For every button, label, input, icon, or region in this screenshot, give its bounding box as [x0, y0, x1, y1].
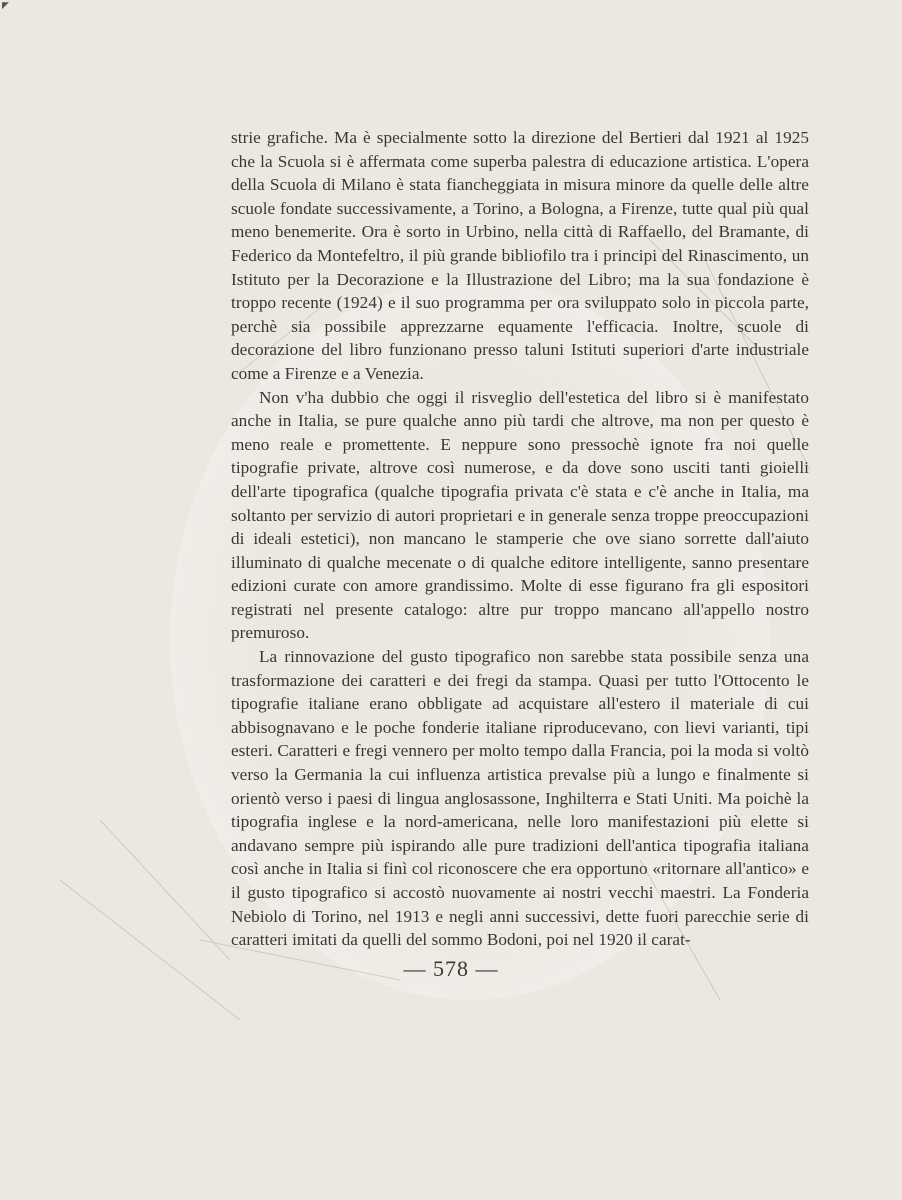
corner-mark: ◤: [2, 0, 9, 10]
crease-line: [100, 820, 230, 960]
crease-line: [60, 880, 240, 1020]
page-number: — 578 —: [403, 956, 499, 981]
body-text: [231, 126, 809, 952]
paragraph-3: La rinnovazione del gusto tipografico non sarebbe stata possibile senza una trasformazione dei caratteri e dei fregi da stampa. Quasi per tutto l'Ottocento le tipografie italiane erano obbligate ad acquistare all'estero il materiale di cui abbisognavano e le poche fonderie italiane riproducevano, con lievi varianti, tipi esteri. Caratteri e fregi vennero per molto tempo dalla Francia, poi la moda si voltò verso la Germania la cui influenza artistica prevalse più a lungo e finalmente si orientò verso i paesi di lingua anglosassone, Inghilterra e Stati Uniti. Ma poichè la tipografia inglese e la nord-americana, nelle loro manifestazioni più elette si andavano sempre più ispirando alle pure tradizioni dell'antica tipografia italiana così anche in Italia si finì col riconoscere che era opportuno «ritornare all'antico» e il gusto tipografico si accostò nuovamente ai nostri vecchi maestri. La Fonderia Nebiolo di Torino, nel 1913 e negli anni successivi, dette fuori parecchie serie di caratteri imitati da quelli del sommo Bodoni, poi nel 1920 il carat-: [231, 647, 809, 950]
paragraph-2: Non v'ha dubbio che oggi il risveglio dell'estetica del libro si è manifestato anche in Italia, se pure qualche anno più tardi che altrove, ma non per questo è meno reale e promettente. E neppure sono pressochè ignote fra noi quelle tipografie private, altrove così numerose, e da dove sono usciti tanti gioielli dell'arte tipografica (qualche tipografia privata c'è stata e c'è anche in Italia, ma soltanto per servizio di autori proprietari e in generale senza troppe preoccupazioni di ideali estetici), non mancano le stamperie che ove siano sorrette dall'aiuto illuminato di qualche mecenate o di qualche editore intelligente, sanno presentare edizioni curate con amore grandissimo. Molte di esse figurano fra gli espositori registrati nel presente catalogo: altre pur troppo mancano all'appello nostro premuroso.: [231, 387, 809, 643]
paragraph-1: strie grafiche. Ma è specialmente sotto la direzione del Bertieri dal 1921 al 1925 che la Scuola si è affermata come superba palestra di educazione artistica. L'opera della Scuola di Milano è stata fiancheggiata in misura minore da quelle delle altre scuole fondate successivamente, a Torino, a Bologna, a Firenze, tutte qual più qual meno benemerite. Ora è sorto in Urbino, nella città di Raffaello, del Bramante, di Federico da Montefeltro, il più grande bibliofilo tra i principi del Rinascimento, un Istituto per la Decorazione e la Illustrazione del Libro; ma la sua fondazione è troppo recente (1924) e il suo programma per ora sviluppato solo in piccola parte, perchè sia possibile apprezzarne equamente l'efficacia. Inoltre, scuole di decorazione del libro funzionano presso taluni Istituti superiori d'arte industriale come a Firenze e a Venezia.: [231, 128, 809, 383]
